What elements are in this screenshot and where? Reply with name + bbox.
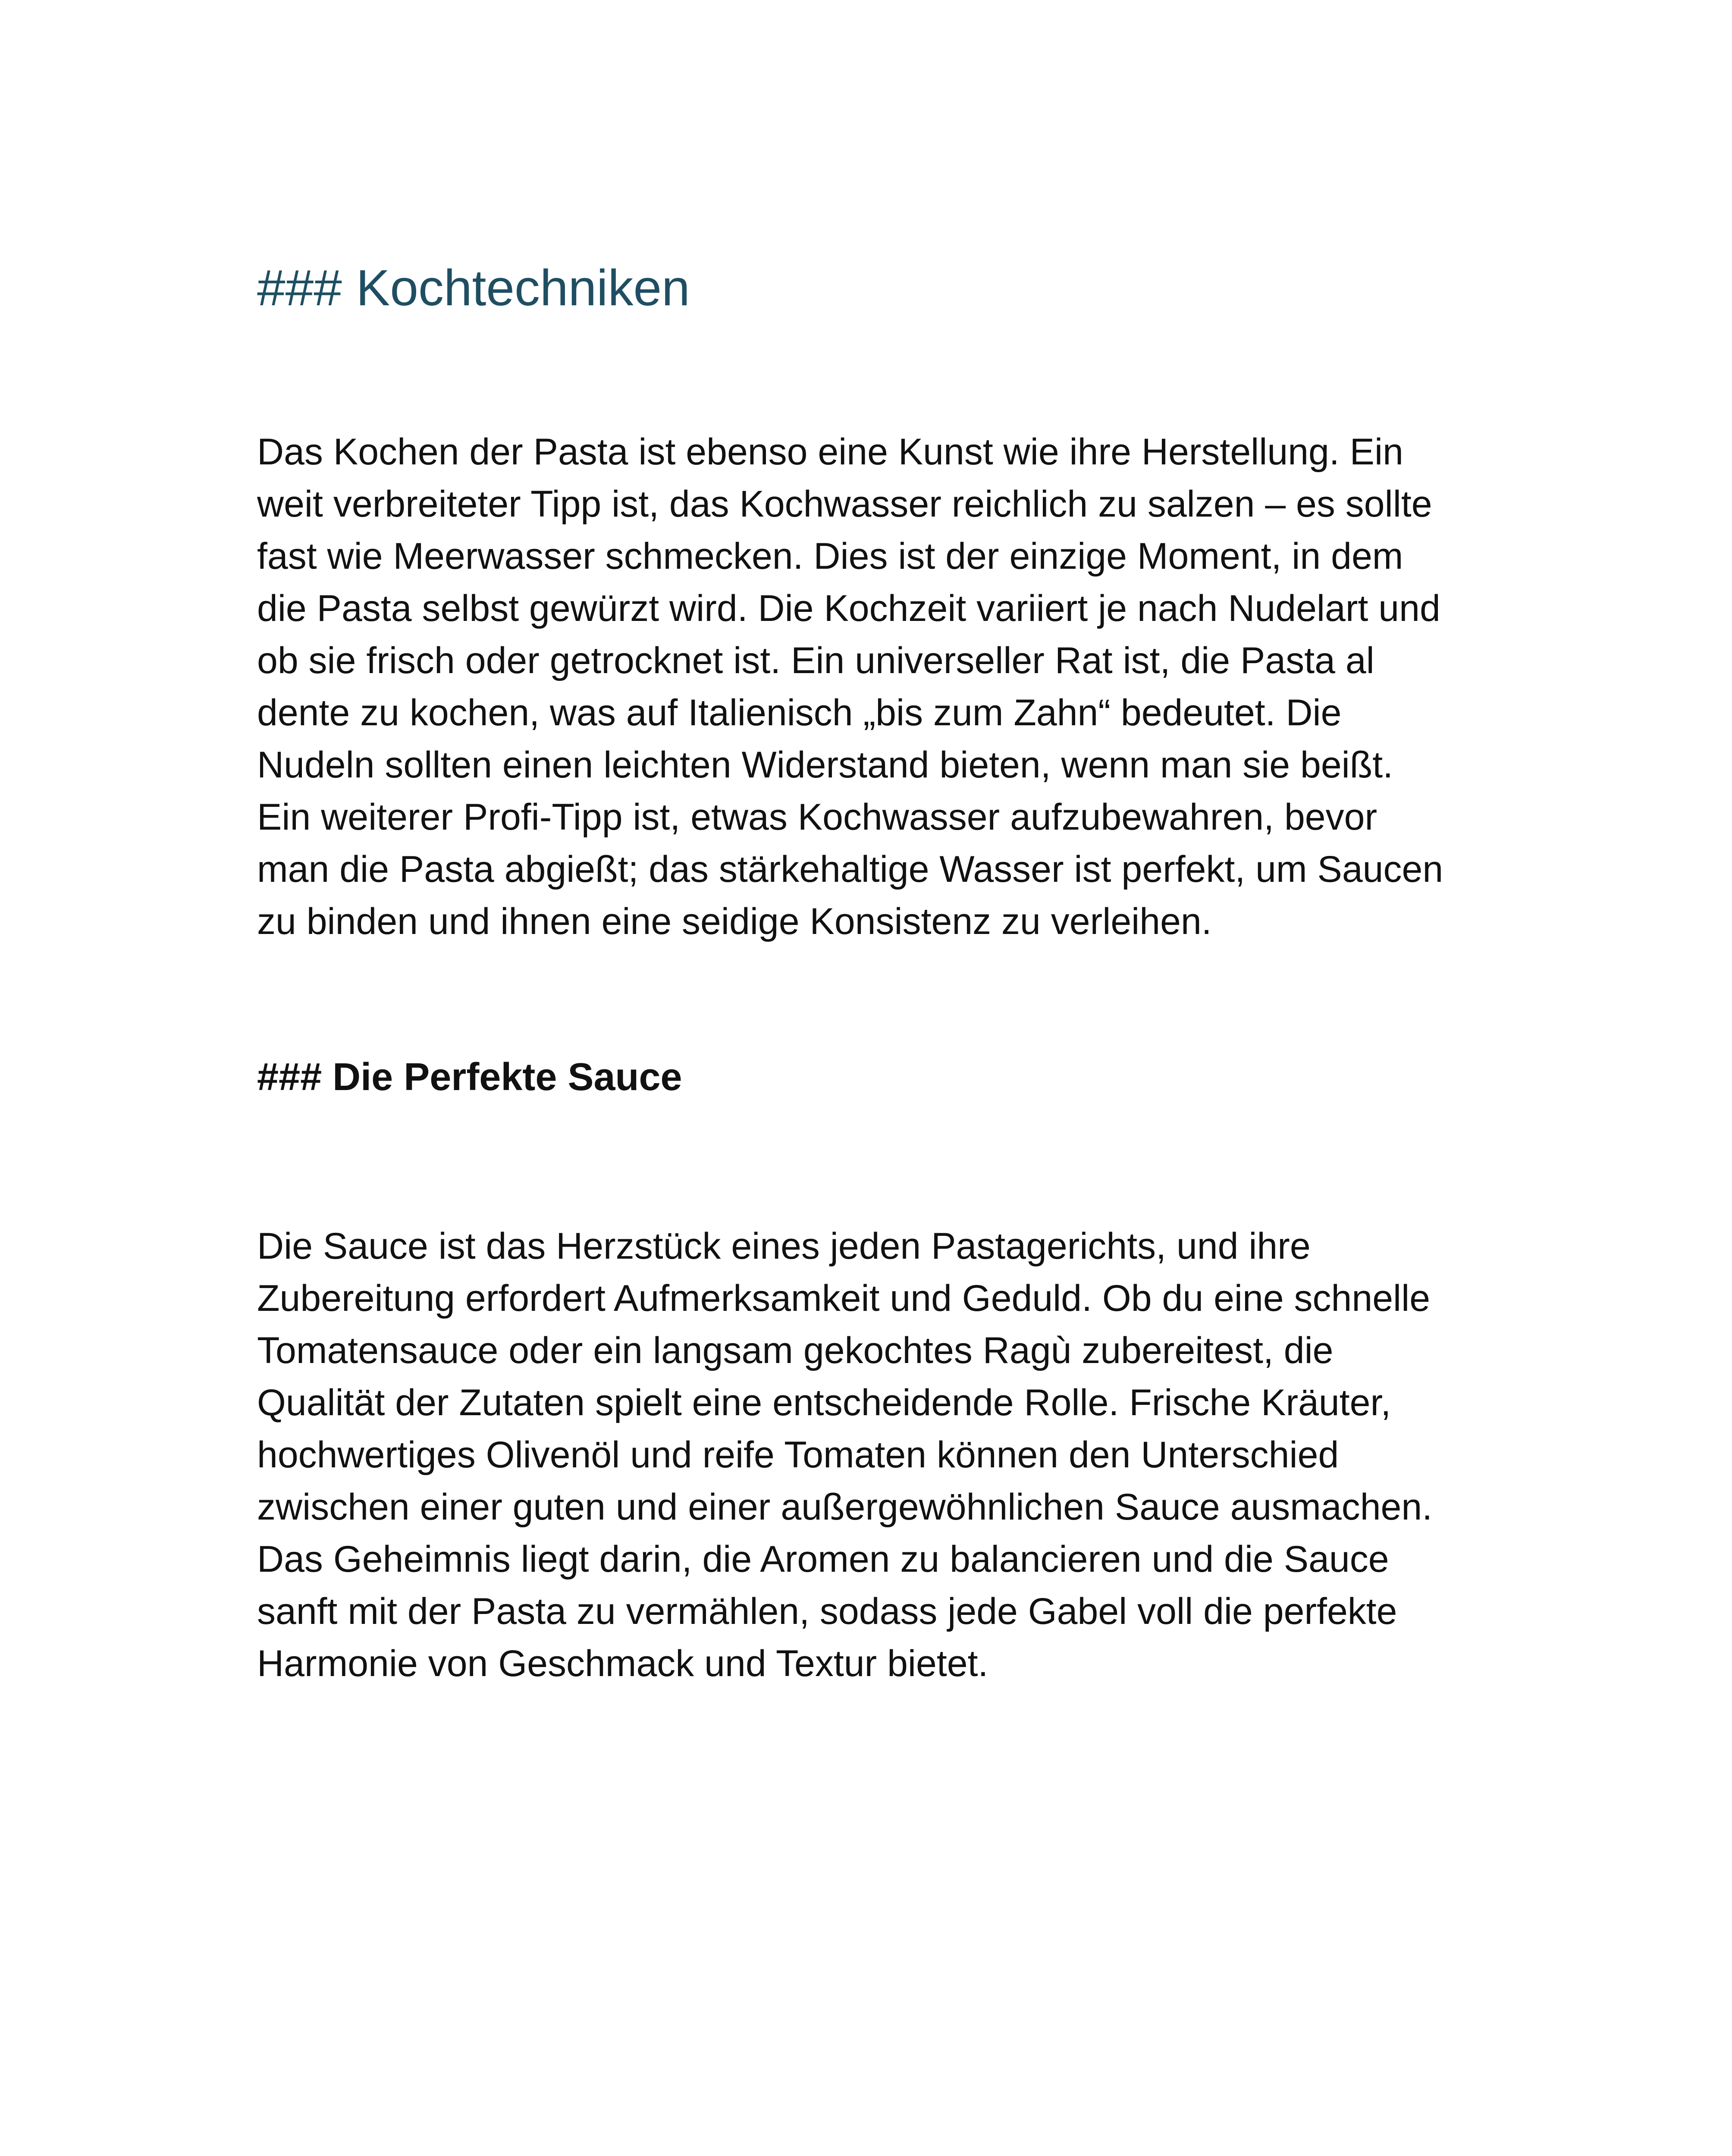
paragraph-line: weit verbreiteter Tipp ist, das Kochwasser reichlich zu salzen – es sollte	[257, 483, 1432, 525]
section-heading-kochtechniken: ### Kochtechniken	[257, 260, 690, 317]
paragraph-perfekte-sauce	[257, 1220, 1508, 1690]
paragraph-line: Harmonie von Geschmack und Textur bietet.	[257, 1643, 988, 1684]
paragraph-line: hochwertiges Olivenöl und reife Tomaten können den Unterschied	[257, 1434, 1339, 1476]
section-heading-perfekte-sauce: ### Die Perfekte Sauce	[257, 1056, 682, 1099]
paragraph-line: zwischen einer guten und einer außergewöhnlichen Sauce ausmachen.	[257, 1486, 1433, 1528]
paragraph-line: man die Pasta abgießt; das stärkehaltige Wasser ist perfekt, um Saucen	[257, 849, 1443, 890]
paragraph-line: Ein weiterer Profi-Tipp ist, etwas Kochwasser aufzubewahren, bevor	[257, 796, 1377, 838]
paragraph-line: Qualität der Zutaten spielt eine entscheidende Rolle. Frische Kräuter,	[257, 1382, 1391, 1423]
paragraph-line: dente zu kochen, was auf Italienisch „bis zum Zahn“ bedeutet. Die	[257, 692, 1342, 733]
paragraph-line: zu binden und ihnen eine seidige Konsistenz zu verleihen.	[257, 901, 1212, 942]
paragraph-line: Zubereitung erfordert Aufmerksamkeit und Geduld. Ob du eine schnelle	[257, 1278, 1431, 1319]
paragraph-line: Das Kochen der Pasta ist ebenso eine Kunst wie ihre Herstellung. Ein	[257, 431, 1403, 473]
paragraph-line: Nudeln sollten einen leichten Widerstand bieten, wenn man sie beißt.	[257, 744, 1393, 786]
paragraph-line: fast wie Meerwasser schmecken. Dies ist der einzige Moment, in dem	[257, 536, 1403, 577]
paragraph-line: ob sie frisch oder getrocknet ist. Ein universeller Rat ist, die Pasta al	[257, 640, 1374, 681]
paragraph-line: Tomatensauce oder ein langsam gekochtes Ragù zubereitest, die	[257, 1330, 1334, 1371]
paragraph-line: Das Geheimnis liegt darin, die Aromen zu balancieren und die Sauce	[257, 1539, 1389, 1580]
paragraph-line: sanft mit der Pasta zu vermählen, sodass jede Gabel voll die perfekte	[257, 1591, 1397, 1632]
paragraph-line: Die Sauce ist das Herzstück eines jeden Pastagerichts, und ihre	[257, 1225, 1311, 1267]
paragraph-kochtechniken	[257, 426, 1508, 948]
paragraph-line: die Pasta selbst gewürzt wird. Die Kochzeit variiert je nach Nudelart und	[257, 588, 1440, 629]
